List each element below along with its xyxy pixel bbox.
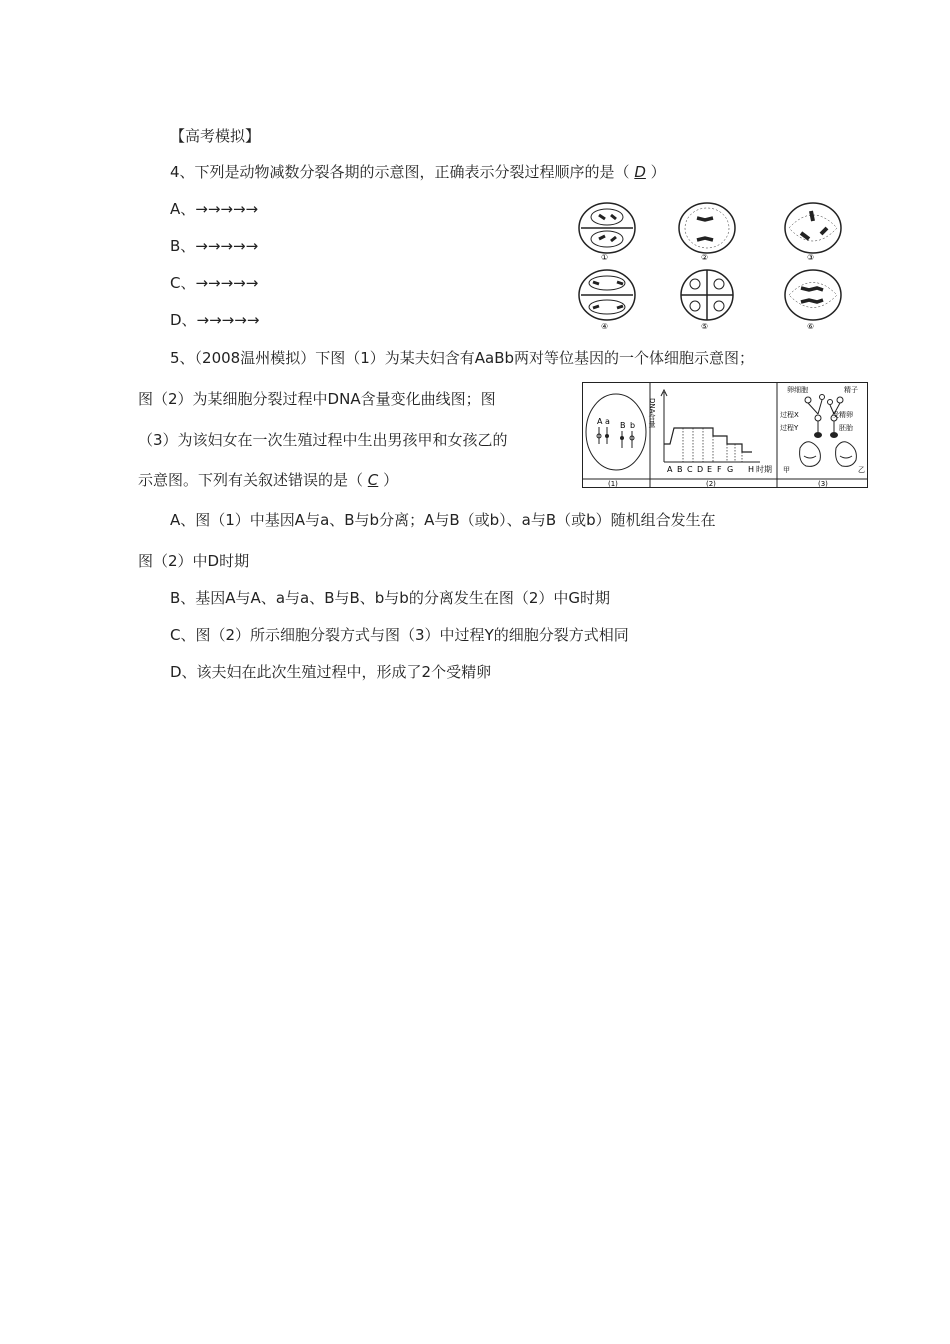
q4-option-d: D、→→→→→ bbox=[170, 311, 260, 329]
panel-3-reproduction bbox=[780, 385, 865, 474]
q5-line-3: （3）为该妇女在一次生殖过程中生出男孩甲和女孩乙的 bbox=[138, 431, 508, 449]
boy-label: 甲 bbox=[783, 466, 790, 474]
cell-5 bbox=[681, 270, 733, 320]
process-x-label: 过程X bbox=[780, 411, 799, 419]
q5-option-a-line-2: 图（2）中D时期 bbox=[138, 552, 250, 570]
q5-answer: C bbox=[367, 471, 379, 489]
period-A: A bbox=[667, 465, 673, 474]
gene-a: a bbox=[605, 417, 610, 426]
q5-option-c: C、图（2）所示细胞分裂方式与图（3）中过程Y的细胞分裂方式相同 bbox=[170, 626, 629, 644]
period-D: D bbox=[697, 465, 704, 474]
dna-axis-label: DNA含量 bbox=[648, 398, 656, 428]
q4-stem bbox=[170, 161, 666, 183]
process-y-label: 过程Y bbox=[780, 424, 799, 432]
q5-line-4-text: 示意图。下列有关叙述错误的是（ bbox=[138, 471, 364, 489]
q5-option-d: D、该夫妇在此次生殖过程中，形成了2个受精卵 bbox=[170, 663, 492, 681]
embryo-label: 胚胎 bbox=[839, 424, 853, 432]
cell-4 bbox=[579, 270, 635, 320]
panel-2-dna-chart bbox=[648, 390, 772, 474]
q4-stem-text: 4、下列是动物减数分裂各期的示意图，正确表示分裂过程顺序的是（ bbox=[170, 163, 630, 181]
cell-label-1: ① bbox=[601, 253, 609, 262]
egg-label: 卵细胞 bbox=[787, 386, 808, 394]
cell-label-4: ④ bbox=[601, 322, 609, 331]
q5-line-4 bbox=[138, 469, 398, 491]
cell-6 bbox=[785, 270, 841, 320]
panel-label-3: (3) bbox=[818, 480, 828, 488]
girl-label: 乙 bbox=[858, 466, 865, 474]
q4-option-b: B、→→→→→ bbox=[170, 237, 259, 255]
cell-label-2: ② bbox=[701, 253, 709, 262]
cell-label-5: ⑤ bbox=[701, 322, 709, 331]
q4-stem-close: ） bbox=[650, 163, 666, 181]
sperm-label: 精子 bbox=[844, 386, 858, 394]
cell-2 bbox=[679, 203, 735, 253]
period-H: H bbox=[748, 465, 755, 474]
period-F: F bbox=[717, 465, 722, 474]
period-C: C bbox=[687, 465, 693, 474]
panel-label-1: (1) bbox=[608, 480, 618, 488]
q5-option-a-line-1: A、图（1）中基因A与a、B与b分离；A与B（或b）、a与B（或b）随机组合发生在 bbox=[170, 511, 716, 529]
q5-figure bbox=[582, 382, 868, 488]
cell-3 bbox=[785, 203, 841, 253]
cell-label-3: ③ bbox=[807, 253, 815, 262]
period-E: E bbox=[707, 465, 713, 474]
panel-label-2: (2) bbox=[706, 480, 716, 488]
gene-b: b bbox=[630, 421, 636, 430]
cell-label-6: ⑥ bbox=[807, 322, 815, 331]
meiosis-cells-figure bbox=[575, 198, 850, 334]
section-title: 【高考模拟】 bbox=[170, 127, 261, 145]
q5-option-b: B、基因A与A、a与a、B与B、b与b的分离发生在图（2）中G时期 bbox=[170, 589, 610, 607]
time-axis-label: 时期 bbox=[756, 465, 772, 474]
q5-line-4-close: ） bbox=[383, 471, 399, 489]
q4-answer: D bbox=[634, 163, 646, 181]
cell-1 bbox=[579, 203, 635, 253]
q5-line-2: 图（2）为某细胞分裂过程中DNA含量变化曲线图；图 bbox=[138, 390, 496, 408]
period-B: B bbox=[677, 465, 683, 474]
period-G: G bbox=[727, 465, 734, 474]
q4-option-a: A、→→→→→ bbox=[170, 200, 259, 218]
gene-B: B bbox=[620, 421, 626, 430]
zygote-label: 受精卵 bbox=[832, 411, 853, 419]
q4-option-c: C、→→→→→ bbox=[170, 274, 259, 292]
q5-line-1: 5、（2008温州模拟）下图（1）为某夫妇含有AaBb两对等位基因的一个体细胞示意图； bbox=[170, 349, 755, 367]
gene-A: A bbox=[597, 417, 603, 426]
panel-1-cell bbox=[586, 394, 646, 470]
